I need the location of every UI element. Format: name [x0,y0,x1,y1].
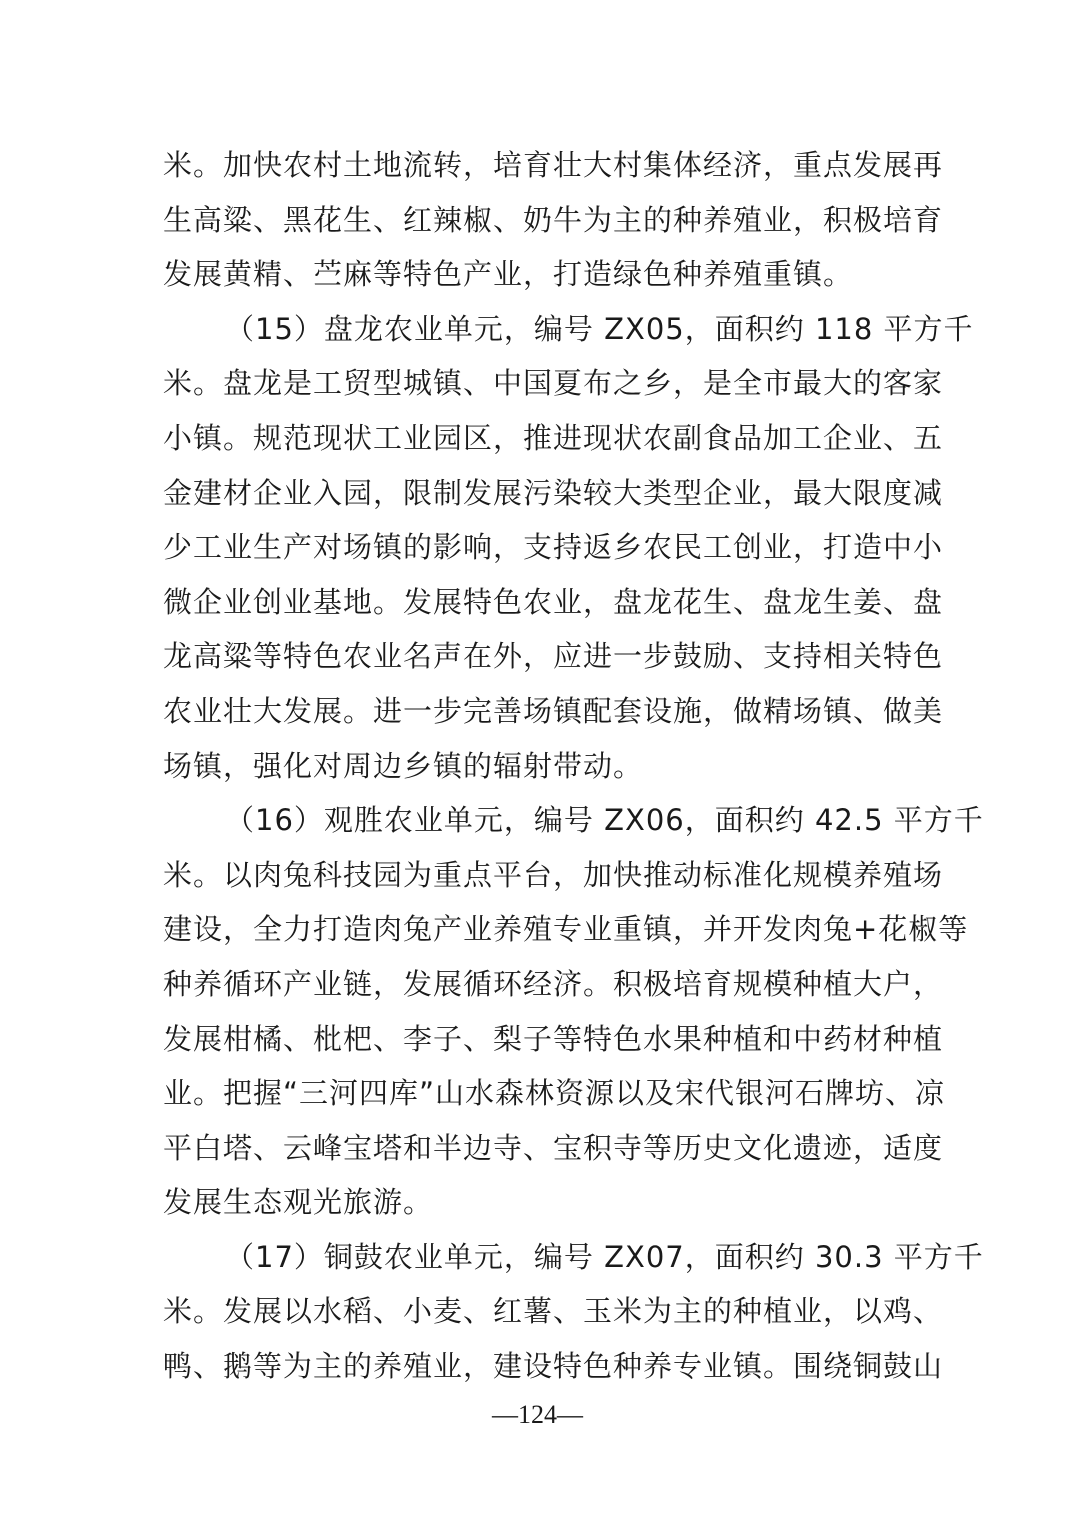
text-line: 金建材企业入园，限制发展污染较大类型企业，最大限度减 [163,475,944,510]
text-line: 米。加快农村土地流转，培育壮大村集体经济，重点发展再 [163,148,944,182]
paragraph-16-heading-line: （16）观胜农业单元，编号 ZX06，面积约 42.5 平方千 [225,803,984,838]
text-line: 平白塔、云峰宝塔和半边寺、宝积寺等历史文化遗迹，适度 [163,1130,944,1165]
document-body [163,138,984,1394]
text-line: 农业壮大发展。进一步完善场镇配套设施，做精场镇、做美 [163,693,944,728]
text-line: 龙高粱等特色农业名声在外，应进一步鼓励、支持相关特色 [163,639,944,674]
text-line: 微企业创业基地。发展特色农业，盘龙花生、盘龙生姜、盘 [163,584,944,619]
paragraph-17-heading-line: （17）铜鼓农业单元，编号 ZX07，面积约 30.3 平方千 [225,1239,984,1274]
text-line: 米。盘龙是工贸型城镇、中国夏布之乡，是全市最大的客家 [163,366,944,401]
text-line: 场镇，强化对周边乡镇的辐射带动。 [163,748,644,783]
text-line: 发展柑橘、枇杷、李子、梨子等特色水果种植和中药材种植 [163,1021,944,1056]
text-line: 小镇。规范现状工业园区，推进现状农副食品加工企业、五 [163,420,944,455]
text-line: 鸭、鹅等为主的养殖业，建设特色种养专业镇。围绕铜鼓山 [163,1349,944,1384]
text-line: 米。以肉兔科技园为重点平台，加快推动标准化规模养殖场 [163,857,944,892]
text-line: 发展黄精、苎麻等特色产业，打造绿色种养殖重镇。 [163,257,854,292]
text-line: 建设，全力打造肉兔产业养殖专业重镇，并开发肉兔+花椒等 [163,912,969,947]
text-line: 种养循环产业链，发展循环经济。积极培育规模种植大户， [163,966,944,1001]
text-line: 米。发展以水稻、小麦、红薯、玉米为主的种植业，以鸡、 [163,1294,944,1329]
text-line: 发展生态观光旅游。 [163,1185,434,1220]
text-line: 生高粱、黑花生、红辣椒、奶牛为主的种养殖业，积极培育 [163,202,944,237]
page-number: —124— [492,1400,583,1429]
text-line: 少工业生产对场镇的影响，支持返乡农民工创业，打造中小 [163,530,944,565]
paragraph-15-heading-line: （15）盘龙农业单元，编号 ZX05，面积约 118 平方千 [225,311,974,346]
text-line: 业。把握“三河四库”山水森林资源以及宋代银河石牌坊、凉 [163,1076,946,1111]
